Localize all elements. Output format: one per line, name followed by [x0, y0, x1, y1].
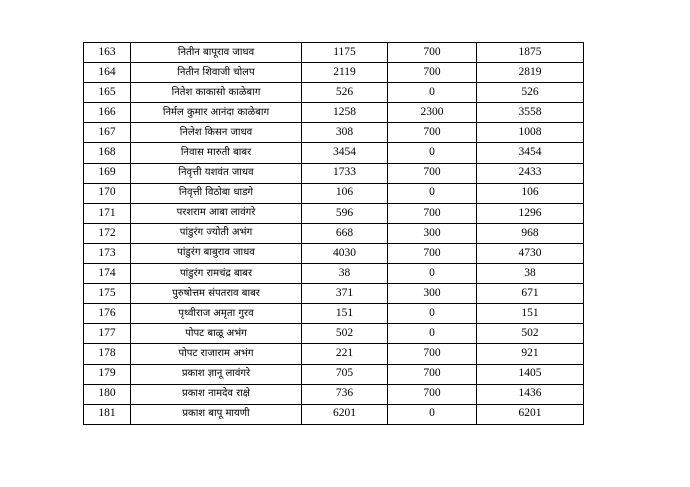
table-row — [84, 83, 584, 103]
table-row — [84, 304, 584, 324]
additional-amount-cell: 0 — [388, 404, 477, 424]
additional-amount-cell: 0 — [388, 264, 477, 284]
serial-number-cell: 180 — [84, 384, 131, 404]
serial-number-cell: 169 — [84, 163, 131, 183]
name-cell: प्रकाश बापू मायणी — [131, 404, 302, 424]
additional-amount-cell: 700 — [388, 384, 477, 404]
name-cell: नितीन शिवाजी चोलप — [131, 63, 302, 83]
name-cell: पांडुरंग बाबुराव जाधव — [131, 243, 302, 263]
serial-number-cell: 170 — [84, 183, 131, 203]
name-cell: पांडुरंग रामचंद्र बाबर — [131, 264, 302, 284]
additional-amount-cell: 700 — [388, 123, 477, 143]
serial-number-cell: 173 — [84, 243, 131, 263]
amount-cell: 526 — [302, 83, 388, 103]
table-row — [84, 324, 584, 344]
name-cell: नितीन बापूराव जाधव — [131, 43, 302, 63]
amount-cell: 308 — [302, 123, 388, 143]
table-body — [84, 43, 584, 425]
additional-amount-cell: 700 — [388, 43, 477, 63]
total-cell: 6201 — [477, 404, 584, 424]
table-row — [84, 404, 584, 424]
total-cell: 151 — [477, 304, 584, 324]
total-cell: 106 — [477, 183, 584, 203]
amount-cell: 151 — [302, 304, 388, 324]
additional-amount-cell: 0 — [388, 83, 477, 103]
table-row — [84, 183, 584, 203]
amount-cell: 3454 — [302, 143, 388, 163]
amount-cell: 705 — [302, 364, 388, 384]
name-cell: प्रकाश ज्ञानू लावंगरे — [131, 364, 302, 384]
total-cell: 671 — [477, 284, 584, 304]
table-row — [84, 63, 584, 83]
table-row — [84, 384, 584, 404]
serial-number-cell: 172 — [84, 223, 131, 243]
serial-number-cell: 177 — [84, 324, 131, 344]
table-row — [84, 264, 584, 284]
name-cell: पांडुरंग ज्योती अभंग — [131, 223, 302, 243]
serial-number-cell: 166 — [84, 103, 131, 123]
serial-number-cell: 167 — [84, 123, 131, 143]
additional-amount-cell: 0 — [388, 304, 477, 324]
additional-amount-cell: 0 — [388, 324, 477, 344]
total-cell: 1296 — [477, 203, 584, 223]
total-cell: 968 — [477, 223, 584, 243]
name-cell: निर्मल कुमार आनंदा काळेबाग — [131, 103, 302, 123]
name-cell: पुरुषोत्तम संपतराव बाबर — [131, 284, 302, 304]
total-cell: 2819 — [477, 63, 584, 83]
amount-cell: 1175 — [302, 43, 388, 63]
name-cell: परशराम आबा लावंगरे — [131, 203, 302, 223]
serial-number-cell: 171 — [84, 203, 131, 223]
total-cell: 1008 — [477, 123, 584, 143]
name-cell: प्रकाश नामदेव राक्षे — [131, 384, 302, 404]
additional-amount-cell: 2300 — [388, 103, 477, 123]
additional-amount-cell: 0 — [388, 183, 477, 203]
additional-amount-cell: 700 — [388, 243, 477, 263]
amount-cell: 1258 — [302, 103, 388, 123]
total-cell: 1875 — [477, 43, 584, 63]
serial-number-cell: 168 — [84, 143, 131, 163]
data-table — [83, 42, 584, 425]
table-row — [84, 344, 584, 364]
table-row — [84, 163, 584, 183]
total-cell: 3558 — [477, 103, 584, 123]
table-row — [84, 143, 584, 163]
additional-amount-cell: 700 — [388, 203, 477, 223]
total-cell: 4730 — [477, 243, 584, 263]
name-cell: पृथ्वीराज अमृता गुरव — [131, 304, 302, 324]
serial-number-cell: 176 — [84, 304, 131, 324]
name-cell: पोपट बाळू अभंग — [131, 324, 302, 344]
additional-amount-cell: 0 — [388, 143, 477, 163]
amount-cell: 736 — [302, 384, 388, 404]
serial-number-cell: 165 — [84, 83, 131, 103]
amount-cell: 596 — [302, 203, 388, 223]
name-cell: निवृत्ती यशवंत जाधव — [131, 163, 302, 183]
name-cell: निलेश किसन जाधव — [131, 123, 302, 143]
amount-cell: 221 — [302, 344, 388, 364]
serial-number-cell: 163 — [84, 43, 131, 63]
table-row — [84, 203, 584, 223]
table-row — [84, 364, 584, 384]
table-row — [84, 43, 584, 63]
total-cell: 1405 — [477, 364, 584, 384]
table-row — [84, 103, 584, 123]
name-cell: निवृत्ती विठोबा धाडगे — [131, 183, 302, 203]
total-cell: 3454 — [477, 143, 584, 163]
total-cell: 2433 — [477, 163, 584, 183]
serial-number-cell: 164 — [84, 63, 131, 83]
amount-cell: 1733 — [302, 163, 388, 183]
table-row — [84, 223, 584, 243]
table-row — [84, 284, 584, 304]
table-row — [84, 243, 584, 263]
serial-number-cell: 178 — [84, 344, 131, 364]
serial-number-cell: 179 — [84, 364, 131, 384]
serial-number-cell: 175 — [84, 284, 131, 304]
additional-amount-cell: 700 — [388, 163, 477, 183]
name-cell: पोपट राजाराम अभंग — [131, 344, 302, 364]
additional-amount-cell: 300 — [388, 284, 477, 304]
amount-cell: 6201 — [302, 404, 388, 424]
additional-amount-cell: 700 — [388, 344, 477, 364]
total-cell: 921 — [477, 344, 584, 364]
table-row — [84, 123, 584, 143]
name-cell: नितेश काकासो काळेबाग — [131, 83, 302, 103]
name-cell: निवास मारुती बाबर — [131, 143, 302, 163]
additional-amount-cell: 300 — [388, 223, 477, 243]
amount-cell: 4030 — [302, 243, 388, 263]
additional-amount-cell: 700 — [388, 63, 477, 83]
amount-cell: 371 — [302, 284, 388, 304]
amount-cell: 106 — [302, 183, 388, 203]
total-cell: 526 — [477, 83, 584, 103]
amount-cell: 2119 — [302, 63, 388, 83]
total-cell: 38 — [477, 264, 584, 284]
serial-number-cell: 174 — [84, 264, 131, 284]
amount-cell: 668 — [302, 223, 388, 243]
amount-cell: 502 — [302, 324, 388, 344]
amount-cell: 38 — [302, 264, 388, 284]
total-cell: 1436 — [477, 384, 584, 404]
additional-amount-cell: 700 — [388, 364, 477, 384]
serial-number-cell: 181 — [84, 404, 131, 424]
total-cell: 502 — [477, 324, 584, 344]
